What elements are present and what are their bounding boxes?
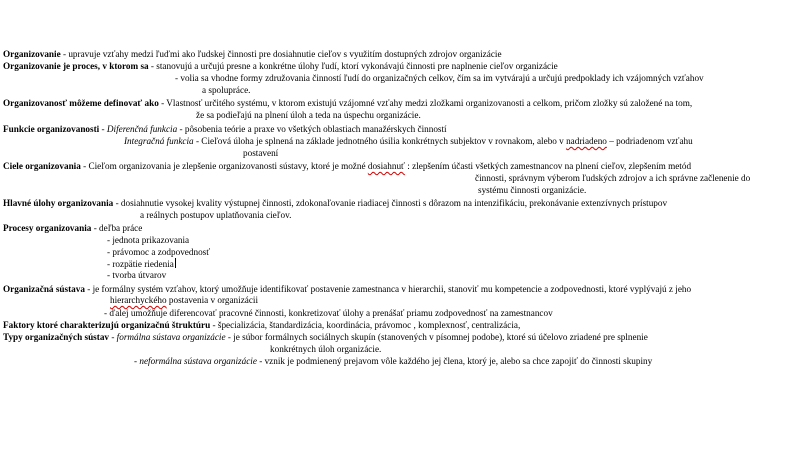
definition-text: - stanovujú a určujú presne a konkrétne úlohy ľudí, ktorí vykonávajú činnosti pre naplnenie cieľov organizácie [148,61,558,71]
term-organizovanost: Organizovanosť môžeme definovať ako [3,98,159,108]
definition-procesy [3,223,142,234]
list-item: - právomoc a zodpovednosť [107,247,211,257]
definition-text: - dosiahnutie vysokej kvality výstupnej činnosti, zdokonaľovanie riadiacej činnosti s dôrazom na intenzifikáciu, prekonávanie extenzívnych prístupov [113,198,668,208]
text-cursor-icon [175,258,176,268]
term-funkcie: Funkcie organizovanosti [3,124,100,134]
list-item-with-cursor [107,258,176,270]
spellcheck-word: hierarchyckého [110,295,167,305]
definition-hlavne-ulohy-line2: a reálnych postupov uplatňovania cieľov. [140,210,292,220]
definition-integracna [124,136,693,147]
definition-organizovanost [3,98,692,109]
term-proces: Organizovanie je proces, v ktorom sa [3,61,149,71]
term-organizovanie: Organizovanie [3,49,61,59]
definition-sustava-line3: - ďalej umožňuje diferencovať pracovné činnosti, konkretizovať úlohy a prenášať priamu zodpovednosť na zamestnancov [104,308,553,318]
spellcheck-word: nadriadeno [566,136,607,146]
definition-sustava-line2 [110,295,258,306]
list-item-text: - rozpätie riedenia [107,259,174,269]
definition-ciele-line3: systému činnosti organizácie. [478,185,587,195]
definition-text: - špecializácia, štandardizácia, koordinácia, právomoc , komplexnosť, centralizácia, [210,320,521,330]
spellcheck-word: dosiahnuť [367,161,405,171]
definition-integracna-line2: postavení [243,148,279,158]
definition-proces-line3: a spolupráce. [202,85,251,95]
list-item: - tvorba útvarov [107,270,167,280]
definition-sustava [3,284,691,295]
definition-text: - je súbor formálnych sociálnych skupín (stanovených v písomnej podobe), ktoré sú účelovo zriadené pre splnenie [225,332,648,342]
term-faktory: Faktory ktoré charakterizujú organizačnú štruktúru [3,320,211,330]
definition-typy [3,332,648,343]
definition-text: postavenia v organizácii [166,295,259,305]
definition-typy-line2: konkrétnych úloh organizácie. [270,344,382,354]
term-typy: Typy organizačných sústav [3,332,110,342]
definition-text: – podriadenom vzťahu [606,136,693,146]
separator: - [109,332,117,342]
definition-proces [3,61,558,72]
definition-text: - Cieľom organizovania je zlepšenie organizovanosti sústavy, ktoré je možné [80,161,368,171]
list-item: - deľba práce [91,223,143,233]
term-sustava: Organizačná sústava [3,284,85,294]
list-marker: - [134,356,140,366]
list-item: - jednota prikazovania [107,235,190,245]
definition-funkcie [3,124,447,135]
definition-neformalna [134,356,652,367]
definition-ciele-line2: činnosti, správnym výberom ľudských zdrojov a ich správne začlenenie do [475,173,751,183]
label-neformalna-sustava: neformálna sústava organizácie [139,356,257,366]
term-ciele: Ciele organizovania [3,161,81,171]
definition-text: - Vlastnosť určitého systému, v ktorom existujú vzájomné vzťahy medzi zložkami organizovanosti a celkom, pričom zložky sú založené na tom, [158,98,693,108]
definition-text: - upravuje vzťahy medzi ľuďmi ako ľudskej činnosti pre dosiahnutie cieľov s využitím dostupných zdrojov organizácie [60,49,502,59]
label-diferencna-funkcia: Diferenčná funkcia [106,124,178,134]
separator: - [99,124,107,134]
definition-organizovanost-line2: že sa podieľajú na plnení úloh a teda na úspechu organizácie. [196,110,421,120]
definition-text: - Cieľová úloha je splnená na základe jednotného úsilia konkrétnych subjektov v rovnakom, alebo v [193,136,567,146]
label-integracna-funkcia: Integračná funkcia [124,136,194,146]
definition-text: - je formálny systém vzťahov, ktorý umožňuje identifikovať postavenie zamestnanca v hierarchii, stanoviť mu kompetencie a zodpovednosti, ktoré vyplývajú z jeho [84,284,692,294]
definition-proces-line2: - volia sa vhodne formy združovania činností ľudí do organizačných celkov, čím sa im vytvárajú a určujú predpoklady ich vzájomných vzťahov [175,73,704,83]
term-hlavne-ulohy: Hlavné úlohy organizovania [3,198,114,208]
label-formalna-sustava: formálna sústava organizácie [116,332,226,342]
definition-hlavne-ulohy [3,198,667,209]
definition-organizovanie [3,49,502,60]
definition-text: - vznik je podmienený prejavom vôle každého jej člena, ktorý je, alebo sa chce zapojiť do činnosti skupiny [256,356,653,366]
definition-faktory [3,320,520,331]
definition-text: : zlepšením účasti všetkých zamestnancov na plnení cieľov, zlepšením metód [404,161,692,171]
definition-text: - pôsobenia teórie a praxe vo všetkých oblastiach manažérskych činností [177,124,447,134]
term-procesy: Procesy organizovania [3,223,92,233]
definition-ciele [3,161,691,172]
